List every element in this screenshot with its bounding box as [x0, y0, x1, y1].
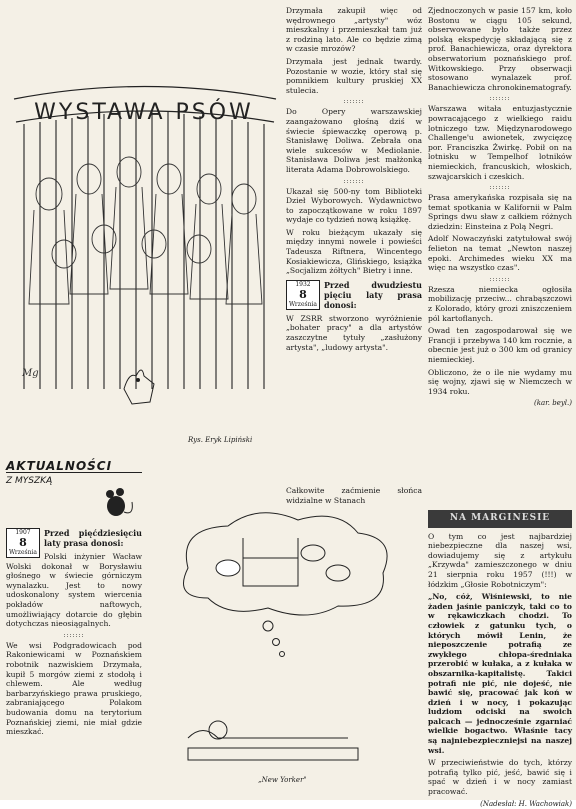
article-paragraph: Ukazał się 500-ny tom Biblioteki Dzieł Wyborowych. Wydawnictwo to zapoczątkowane w roku 1897 wydaje co tydzień nową książkę.	[286, 186, 422, 225]
date-day: 8	[19, 536, 27, 549]
column-2	[286, 6, 422, 355]
article-paragraph: W roku bieżącym ukazały się między innymi nowele i powieści Tadeusza Riftnera, Wincentego Kosiakiewicza, Glińskiego, książka „Socjalizm żółtych" Bietry i inne.	[286, 227, 422, 276]
article-paragraph: W ZSRR stworzono wyróżnienie „bohater pracy" a dla artystów zaszczytne tytuły „zasłużony artysta", „ludowy artysta".	[286, 313, 422, 352]
cartoon2-caption: „New Yorker"	[258, 776, 307, 784]
separator: :::::::	[63, 631, 85, 639]
article-paragraph: We wsi Podgradowicach pod Rakoniewicami w Poznańskiem robotnik nazwiskiem Drzymała, kupił 5 morgów ziemi z stodołą i chlewem. Ale według barbarzyńskiego prawa pruskiego, zabraniającego Polakom budowania domu na terytorium Poznańskiej ziemi, nie miał gdzie mieszkać.	[6, 640, 142, 737]
cartoon-signature: Mg	[22, 368, 39, 379]
aktualnosci-column	[6, 459, 142, 740]
article-paragraph: Zjednoczonych w pasie 157 km, koło Bostonu w ciągu 105 sekund, obserwowane było także przez polską ekspedycję składającą się z prof. Banachiewicza, oraz dyrektora obserwatorium poznańskiego prof. Witkowskiego. Przy obserwacji stosowano wynalazek prof. Banachiewicza chronokinematografy.	[428, 6, 572, 92]
banner-text: WYSTAWA PSÓW	[34, 100, 254, 125]
article-paragraph: Adolf Nowaczyński zatytułował swój felieton na temat „Newton naszej epoki. Archimedes wieku XX ma więc na wszystko czas".	[428, 234, 572, 273]
column-3	[428, 6, 572, 409]
article-paragraph: Prasa amerykańska rozpisała się na temat spotkania w Kalifornii w Palm Springs dwu sław z całkiem różnych dziedzin: Einsteina z Polą Negri.	[428, 193, 572, 231]
cartoon-dog-show-drawing	[4, 4, 280, 444]
date-month: Września	[9, 549, 37, 556]
separator: :::::::	[343, 98, 365, 106]
headline: Przed pięćdziesięciu laty prasa donosi:	[44, 528, 142, 548]
article-paragraph: Całkowite zaćmienie słońca widzialne w Stanach	[286, 486, 422, 505]
separator: :::::::	[489, 95, 511, 103]
signature: (Nadesłał: H. Wachowiak)	[480, 799, 572, 808]
article-paragraph: O tym co jest najbardziej niebezpieczne dla naszej wsi, dowiadujemy się z artykułu „Krzywda" zamieszczonego w dniu 21 sierpnia roku 1957 (!!!) w łódzkim „Głosie Robotniczym":	[428, 531, 572, 589]
date-year: 1907	[15, 529, 31, 536]
aktualnosci-subtitle: Z MYSZKĄ	[6, 475, 53, 486]
date-box	[286, 280, 320, 310]
separator: :::::::	[343, 177, 365, 185]
date-box	[6, 528, 40, 558]
article-paragraph: Drzymała zakupił więc od wędrownego „artysty" wóz mieszkalny i przemieszkał tam już z rodziną lato. Ale co będzie zimą w czasie mrozów?	[286, 6, 422, 54]
signature: (kar. beyl.)	[534, 399, 572, 408]
date-day: 8	[299, 287, 307, 301]
separator: :::::::	[489, 184, 511, 192]
headline: Przed dwudziestu pięciu laty prasa donosi:	[324, 279, 422, 310]
article-paragraph: Obliczono, że o ile nie wydamy mu się wojny, zjawi się w Niemczech w 1934 roku.	[428, 367, 572, 396]
cartoon1-caption: Rys. Eryk Lipiński	[188, 436, 253, 444]
cartoon-dog-show	[4, 4, 280, 444]
date-year: 1932	[295, 280, 311, 288]
article-paragraph: Do Opery warszawskiej zaangażowano głośną dziś w świecie śpiewaczkę operową p. Stanisławę Doliwa. Zebrała ona wiele sukcesów w Mediolanie. Stanisława Doliwa jest małżonką literata Adama Dobrowolskiego.	[286, 107, 422, 174]
article-paragraph: Polski inżynier Wacław Wolski dokonał w Borysławiu głośnego w świecie górniczym wynalazku. Jest to nowy udoskonalony system wiercenia pokładów naftowych, umożliwiający dotarcie do głębin dotychczas nieosiągalnych.	[6, 552, 142, 629]
article-paragraph: „No, cóż, Wiśniewski, to nie żaden jaśnie paniczyk, taki co to w rękawiczkach chodzi. To człowiek z gatunku tych, o których mówił Lenin, że nieposzczenie potrafią ze zwykłego chłopa-średniaka przerobić w kułaka, a z kułaka w obszarnika-kapitalistę. Takici potrafi nie pić, nie dojeść, nie bawić się, pracować jak koń w dzień i w nocy, i pokazując ludziom odciski na swoich palcach — jednocześnie zgarniać wielkie bogactwo. Właśnie tacy są najniebezpieczniejsi na naszej wsi.	[428, 592, 572, 755]
date-month: Września	[289, 300, 317, 308]
article-paragraph: W przeciwieństwie do tych, którzy potrafią tylko pić, jeść, bawić się i spać w dzień i w nocy zamiast pracować.	[428, 758, 572, 797]
cartoon-new-yorker	[148, 498, 420, 788]
aktualnosci-title: AKTUALNOŚCI	[6, 462, 142, 473]
mouse-icon	[96, 482, 136, 518]
right-column	[428, 510, 572, 809]
article-paragraph: Drzymała jest jednak twardy. Pozostanie w wozie, który stał się pomnikiem kultury pruskiej XX stulecia.	[286, 56, 422, 95]
article-paragraph: Owad ten zagospodarował się we Francji i przebywa 140 km rocznie, a obecnie jest już o 300 km od granicy niemieckiej.	[428, 326, 572, 364]
section-title: NA MARGINESIE	[428, 510, 572, 528]
aktualnosci-masthead	[6, 459, 142, 524]
article-paragraph: Warszawa witała entuzjastycznie powracającego z wielkiego raidu lotniczego tzw. Międzynarodowego Challenge'u awionetek, zwycięzcę por. Franciszka Żwirkę. Pobił on na lotnisku w Tempelhof lotników niemieckich, francuskich, włoskich, szwajcarskich i czeskich.	[428, 104, 572, 181]
date-headline-block	[286, 280, 422, 310]
cartoon-new-yorker-drawing	[148, 498, 420, 788]
separator: :::::::	[489, 275, 511, 283]
article-paragraph: Rzesza niemiecka ogłosiła mobilizację przeciw... chrabąszczowi z Kolorado, który grozi zniszczeniem pól kartoflanych.	[428, 284, 572, 323]
date-headline-block-2	[6, 528, 142, 556]
